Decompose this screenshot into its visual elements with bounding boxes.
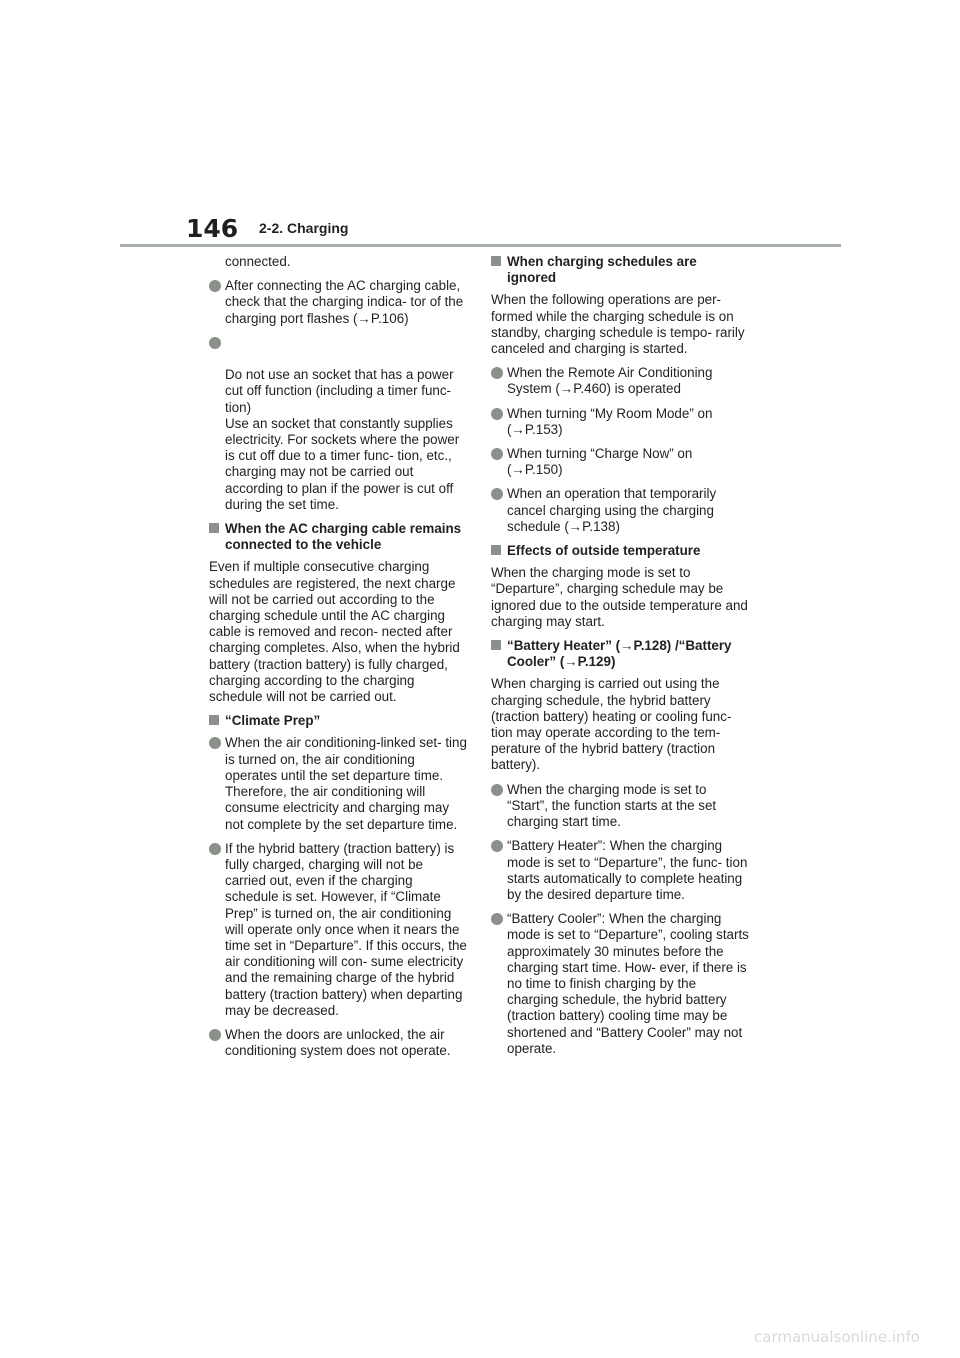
bullet-item (491, 446, 749, 478)
bullet-text: When the Remote Air Conditioning System (→P.460) is operated (507, 365, 713, 397)
bullet-text: “Battery Heater”: When the charging mode is set to “Departure”, the func- tion starts automatically to complete heating by the desired departure time. (507, 838, 748, 902)
page-number: 146 (186, 214, 239, 243)
bullet-item (209, 735, 467, 832)
continuation-text: connected. (225, 254, 291, 269)
bullet-item (491, 365, 749, 397)
circle-bullet-icon (491, 448, 503, 460)
bullet-item (209, 1027, 467, 1059)
paragraph: Even if multiple consecutive charging schedules are registered, the next charge will not be carried out according to the charging schedule until the AC charging cable is removed and recon- nected after charging completes. Also, when the hybrid battery (traction battery) is fully charged, charging according to the charging schedule will not be carried out. (209, 559, 460, 705)
right-column (491, 254, 749, 1065)
circle-bullet-icon (491, 784, 503, 796)
circle-bullet-icon (209, 1029, 221, 1041)
subheading-text: When the AC charging cable remains connected to the vehicle (225, 521, 462, 553)
subheading-text: Effects of outside temperature (507, 543, 701, 559)
circle-bullet-icon (491, 913, 503, 925)
circle-bullet-icon (491, 488, 503, 500)
bullet-item (491, 782, 749, 831)
bullet-text: If the hybrid battery (traction battery) is fully charged, charging will not be carried out, even if the charging schedule is set. However, if “Climate Prep” is turned on, the air conditioning will operate only once when it nears the time set in “Departure”. If this occurs, the air conditioning will con- sume electricity and the remaining charge of the hybrid battery (traction battery) when departing may be decreased. (225, 840, 467, 1018)
paragraph: When the charging mode is set to “Departure”, charging schedule may be ignored due to the outside temperature and charging may start. (491, 565, 748, 629)
bullet-text: “Battery Cooler”: When the charging mode is set to “Departure”, cooling starts approximately 30 minutes before the charging start time. How- ever, if there is no time to finish charging by the charging schedule, the hybrid battery (traction battery) cooling time may be shortened and “Battery Cooler” may not operate. (507, 911, 749, 1056)
bullet-item (491, 406, 749, 438)
subheading-text: “Climate Prep” (225, 713, 321, 729)
bullet-text: When the air conditioning-linked set- ting is turned on, the air conditioning operates until the set departure time. Therefore, the air conditioning will consume electricity and charging may not complete by the set departure time. (225, 735, 467, 832)
bullet-item (209, 335, 467, 513)
circle-bullet-icon (209, 337, 221, 349)
paragraph: When the following operations are per- formed while the charging schedule is on standby, charging schedule is tempo- rarily canceled and charging is started. (491, 292, 745, 357)
bullet-item (491, 911, 749, 1057)
left-column (209, 254, 467, 1067)
bullet-text: When an operation that temporarily cancel charging using the charging schedule (→P.138) (507, 486, 717, 534)
circle-bullet-icon (209, 280, 221, 292)
bullet-text: When the charging mode is set to “Start”, the function starts at the set charging start time. (507, 781, 717, 830)
bullet-item (209, 841, 467, 1019)
subheading-text: When charging schedules are ignored (507, 254, 697, 286)
circle-bullet-icon (209, 737, 221, 749)
subheading (209, 713, 467, 729)
subheading (491, 254, 749, 286)
square-heading-icon (209, 715, 219, 725)
bullet-text: When turning “My Room Mode” on (→P.153) (507, 405, 713, 437)
bullet-text: After connecting the AC charging cable, check that the charging indica- tor of the charging port flashes (→P.106) (225, 278, 464, 326)
circle-bullet-icon (209, 843, 221, 855)
section-title: 2-2. Charging (259, 220, 349, 236)
square-heading-icon (491, 640, 501, 650)
paragraph: When charging is carried out using the charging schedule, the hybrid battery (traction battery) heating or cooling func- tion may operate according to the tem- perature of the hybrid battery (traction battery). (491, 676, 732, 773)
circle-bullet-icon (491, 367, 503, 379)
circle-bullet-icon (491, 408, 503, 420)
square-heading-icon (491, 256, 501, 266)
circle-bullet-icon (491, 840, 503, 852)
watermark-link[interactable]: carmanualsonline.info (754, 1328, 920, 1346)
bullet-text: Do not use an socket that has a power cut off function (including a timer func- tion) Use an socket that constantly supplies electricity. For sockets where the power is cut off due to a timer func- tion, etc., charging may not be carried out according to plan if the power is cut off during the set time. (225, 367, 460, 512)
bullet-text: When the doors are unlocked, the air conditioning system does not operate. (225, 1026, 451, 1059)
subheading (491, 638, 749, 670)
bullet-item (491, 486, 749, 535)
subheading (491, 543, 749, 559)
header-rule (120, 244, 841, 247)
bullet-text: When turning “Charge Now” on (→P.150) (507, 446, 693, 478)
bullet-item (491, 838, 749, 903)
square-heading-icon (491, 545, 501, 555)
subheading-text: “Battery Heater” (→P.128) /“Battery Cooler” (→P.129) (507, 638, 732, 670)
subheading (209, 521, 467, 553)
square-heading-icon (209, 523, 219, 533)
bullet-item (209, 278, 467, 327)
